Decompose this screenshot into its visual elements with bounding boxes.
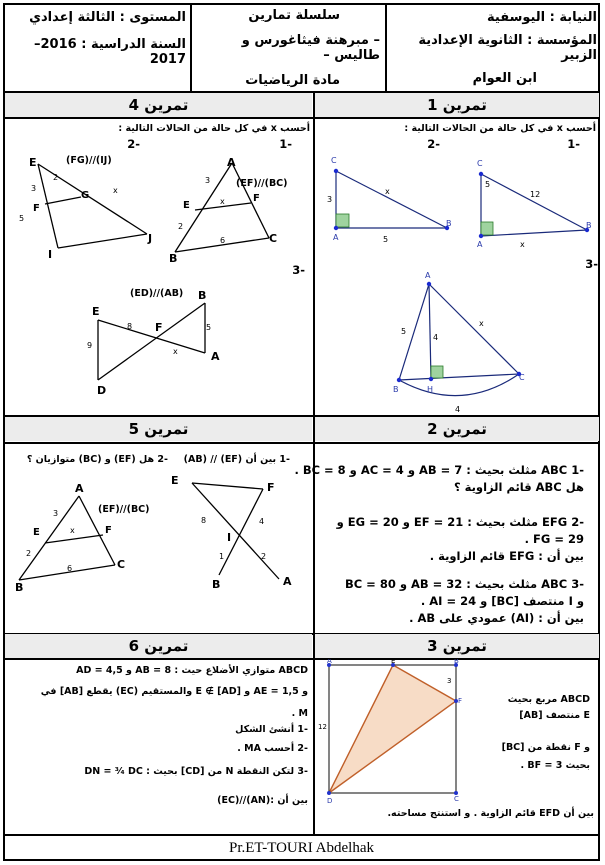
svg-text:A: A bbox=[327, 659, 332, 665]
header-center bbox=[195, 8, 380, 88]
svg-text:B: B bbox=[212, 578, 221, 591]
ex3-line4: بحيث BF = 3 . bbox=[520, 760, 590, 771]
svg-text:12: 12 bbox=[318, 723, 327, 731]
svg-text:E: E bbox=[92, 305, 100, 318]
svg-text:8: 8 bbox=[201, 516, 207, 525]
school: المؤسسة : الثانوية الإعدادية الزبير bbox=[418, 33, 597, 63]
ex3-title: تمرين 3 bbox=[315, 634, 599, 658]
ex3-line5: بين أن EFD قائم الزاوية . و استنتج مساحته. bbox=[387, 808, 594, 819]
svg-text:B: B bbox=[169, 252, 178, 265]
ex1-fig1 bbox=[481, 174, 587, 236]
ex2-line1: -1 ABC مثلث بحيث : AB = 7 و AC = 4 و BC = 8 . bbox=[294, 463, 584, 477]
svg-text:A: A bbox=[75, 482, 84, 495]
ex5-fig2 bbox=[192, 483, 279, 579]
svg-text:F: F bbox=[458, 697, 463, 705]
ex1-case2: -2 bbox=[427, 137, 440, 151]
svg-text:3: 3 bbox=[53, 509, 59, 518]
svg-text:E: E bbox=[183, 200, 190, 211]
ex4-fig1-cond: (EF)//(BC) bbox=[236, 178, 288, 189]
svg-text:8: 8 bbox=[127, 322, 133, 331]
ex1-instruction: أحسب x في كل حالة من الحالات التالية : bbox=[404, 123, 596, 134]
svg-text:2: 2 bbox=[26, 549, 32, 558]
right-angle-mark bbox=[431, 366, 443, 378]
svg-text:2: 2 bbox=[261, 552, 267, 561]
svg-text:A: A bbox=[477, 240, 483, 249]
svg-text:4: 4 bbox=[259, 517, 265, 526]
ex6-line2: و AE = 1,5 و E ∉ [AD] والمستقيم (EC) يقطع [AB] في bbox=[40, 686, 308, 697]
svg-text:x: x bbox=[385, 187, 390, 196]
ex1-fig3 bbox=[399, 284, 519, 396]
svg-text:E: E bbox=[33, 527, 40, 538]
ex1-title: تمرين 1 bbox=[315, 93, 599, 117]
ex5-figures bbox=[5, 443, 312, 633]
divider bbox=[3, 658, 600, 660]
ex5-q1: -1 بين أن (EF) // (AB) bbox=[183, 454, 290, 465]
divider bbox=[385, 3, 387, 91]
divider bbox=[190, 3, 192, 91]
ex2-line5: بين أن : EFG قائم الزاوية . bbox=[429, 549, 584, 563]
svg-text:3: 3 bbox=[205, 176, 211, 185]
header-right bbox=[392, 10, 597, 86]
svg-text:5: 5 bbox=[206, 323, 212, 332]
svg-text:12: 12 bbox=[530, 190, 541, 199]
svg-text:F: F bbox=[253, 193, 260, 204]
svg-text:A: A bbox=[227, 156, 236, 169]
subject: مادة الرياضيات bbox=[245, 73, 340, 88]
right-angle-mark bbox=[481, 222, 493, 235]
svg-text:C: C bbox=[519, 373, 525, 382]
svg-text:6: 6 bbox=[220, 236, 226, 245]
ex4-fig2-cond: (FG)//(IJ) bbox=[66, 155, 112, 166]
svg-text:x: x bbox=[520, 240, 525, 249]
svg-text:3: 3 bbox=[31, 184, 37, 193]
svg-text:3: 3 bbox=[327, 195, 333, 204]
ex1-case3: -3 bbox=[585, 257, 598, 271]
svg-text:2: 2 bbox=[53, 173, 59, 182]
svg-text:F: F bbox=[105, 525, 112, 536]
svg-text:B: B bbox=[446, 219, 452, 228]
header-left bbox=[8, 10, 186, 67]
ex4-case3: -3 bbox=[292, 263, 305, 277]
svg-text:4: 4 bbox=[433, 333, 439, 342]
ex6-line6: -3 لتكن النقطة N من [CD] بحيث : DN = ³⁄₄ DC bbox=[84, 766, 308, 777]
svg-text:C: C bbox=[454, 795, 459, 803]
ex2-line2: هل ABC قائم الزاوية ؟ bbox=[453, 480, 584, 494]
level: المستوى : الثالثة إعدادي bbox=[29, 10, 186, 25]
svg-text:C: C bbox=[331, 156, 337, 165]
svg-text:C: C bbox=[477, 159, 483, 168]
svg-text:x: x bbox=[479, 319, 484, 328]
ex2-line6: -3 ABC مثلث بحيث : AB = 32 و BC = 80 bbox=[344, 577, 584, 591]
svg-text:C: C bbox=[117, 558, 126, 571]
svg-text:6: 6 bbox=[67, 564, 73, 573]
svg-text:H: H bbox=[427, 385, 434, 394]
ex3-figure bbox=[315, 659, 465, 809]
ex4-figures bbox=[5, 118, 312, 415]
ex5-title: تمرين 5 bbox=[5, 417, 312, 441]
svg-text:5: 5 bbox=[401, 327, 407, 336]
svg-text:F: F bbox=[267, 481, 275, 494]
series-title: سلسلة تمارين bbox=[248, 8, 340, 23]
svg-text:J: J bbox=[148, 232, 153, 245]
svg-text:B: B bbox=[454, 659, 459, 665]
ex5-q2: -2 هل (EF) و (BC) متوازيان ؟ bbox=[26, 454, 168, 465]
ex6-line4: -1 أنشئ الشكل bbox=[235, 724, 308, 735]
series-subject: – مبرهنة فيثاغورس و طاليس – bbox=[241, 33, 380, 63]
svg-text:E: E bbox=[29, 156, 37, 169]
ex2-line4: FG = 29 . bbox=[524, 532, 584, 546]
ex2-title: تمرين 2 bbox=[315, 417, 599, 441]
svg-text:x: x bbox=[220, 197, 225, 206]
svg-text:5: 5 bbox=[383, 235, 389, 244]
svg-text:x: x bbox=[173, 347, 178, 356]
ex2-line8: بين أن : (AI) عمودي على AB . bbox=[409, 611, 584, 625]
right-angle-mark bbox=[336, 214, 349, 227]
ex6-title: تمرين 6 bbox=[5, 634, 312, 658]
school-year: السنة الدراسية : 2016–2017 bbox=[34, 37, 186, 67]
ex3-line3: و F نقطة من [BC] bbox=[501, 742, 590, 753]
ex4-case2: -2 bbox=[127, 137, 140, 151]
ex4-fig3 bbox=[98, 303, 205, 380]
svg-text:4: 4 bbox=[455, 405, 461, 414]
school-cont: ابن العوام bbox=[472, 71, 537, 86]
ex1-case1: -1 bbox=[567, 137, 580, 151]
svg-text:D: D bbox=[97, 384, 107, 397]
ex6-line1: ABCD متوازي الأضلاع حيث : AB = 8 و AD = 4,5 bbox=[76, 665, 308, 676]
directorate: النيابة : اليوسفية bbox=[487, 10, 597, 25]
svg-text:3: 3 bbox=[447, 677, 452, 685]
ex6-line7: بين أن :(AN)//(EC) bbox=[217, 795, 308, 806]
svg-text:B: B bbox=[198, 289, 207, 302]
ex6-line5: -2 أحسب MA . bbox=[237, 743, 308, 754]
svg-text:F: F bbox=[33, 203, 40, 214]
ex3-line1: ABCD مربع بحيث bbox=[507, 694, 590, 705]
ex2-line7: و I منتصف [BC] و AI = 24 . bbox=[420, 594, 584, 608]
svg-text:5: 5 bbox=[485, 180, 491, 189]
svg-text:G: G bbox=[81, 190, 90, 201]
svg-text:A: A bbox=[211, 350, 220, 363]
svg-text:E: E bbox=[171, 474, 179, 487]
svg-text:x: x bbox=[113, 186, 118, 195]
svg-text:B: B bbox=[15, 581, 24, 594]
svg-text:F: F bbox=[155, 321, 163, 334]
ex3-line2: E منتصف [AB] bbox=[519, 710, 590, 721]
svg-text:1: 1 bbox=[219, 552, 225, 561]
svg-text:B: B bbox=[586, 221, 592, 230]
ex2-line3: -2 EFG مثلث بحيث : EF = 21 و EG = 20 و bbox=[336, 515, 584, 529]
svg-text:A: A bbox=[333, 233, 339, 242]
ex1-fig2 bbox=[336, 171, 447, 228]
ex4-instruction: أحسب x في كل حالة من الحالات التالية : bbox=[118, 123, 310, 134]
svg-text:I: I bbox=[48, 248, 53, 261]
ex1-figures bbox=[315, 118, 599, 415]
svg-text:x: x bbox=[70, 526, 75, 535]
ex4-case1: -1 bbox=[279, 137, 292, 151]
svg-text:9: 9 bbox=[87, 341, 93, 350]
author-footer: Pr.ET-TOURI Abdelhak bbox=[229, 840, 374, 856]
ex4-fig3-cond: (ED)//(AB) bbox=[130, 288, 184, 299]
svg-text:A: A bbox=[425, 271, 431, 280]
triangle-efd bbox=[329, 665, 456, 793]
ex6-line3: M . bbox=[291, 708, 308, 719]
ex4-title: تمرين 4 bbox=[5, 93, 312, 117]
svg-text:E: E bbox=[391, 659, 396, 665]
svg-text:C: C bbox=[269, 232, 278, 245]
svg-text:B: B bbox=[393, 385, 399, 394]
svg-text:5: 5 bbox=[19, 214, 25, 223]
svg-text:A: A bbox=[283, 575, 292, 588]
svg-text:D: D bbox=[327, 797, 333, 805]
svg-text:2: 2 bbox=[178, 222, 184, 231]
svg-text:I: I bbox=[227, 531, 232, 544]
ex5-fig1-cond: (EF)//(BC) bbox=[98, 504, 150, 515]
